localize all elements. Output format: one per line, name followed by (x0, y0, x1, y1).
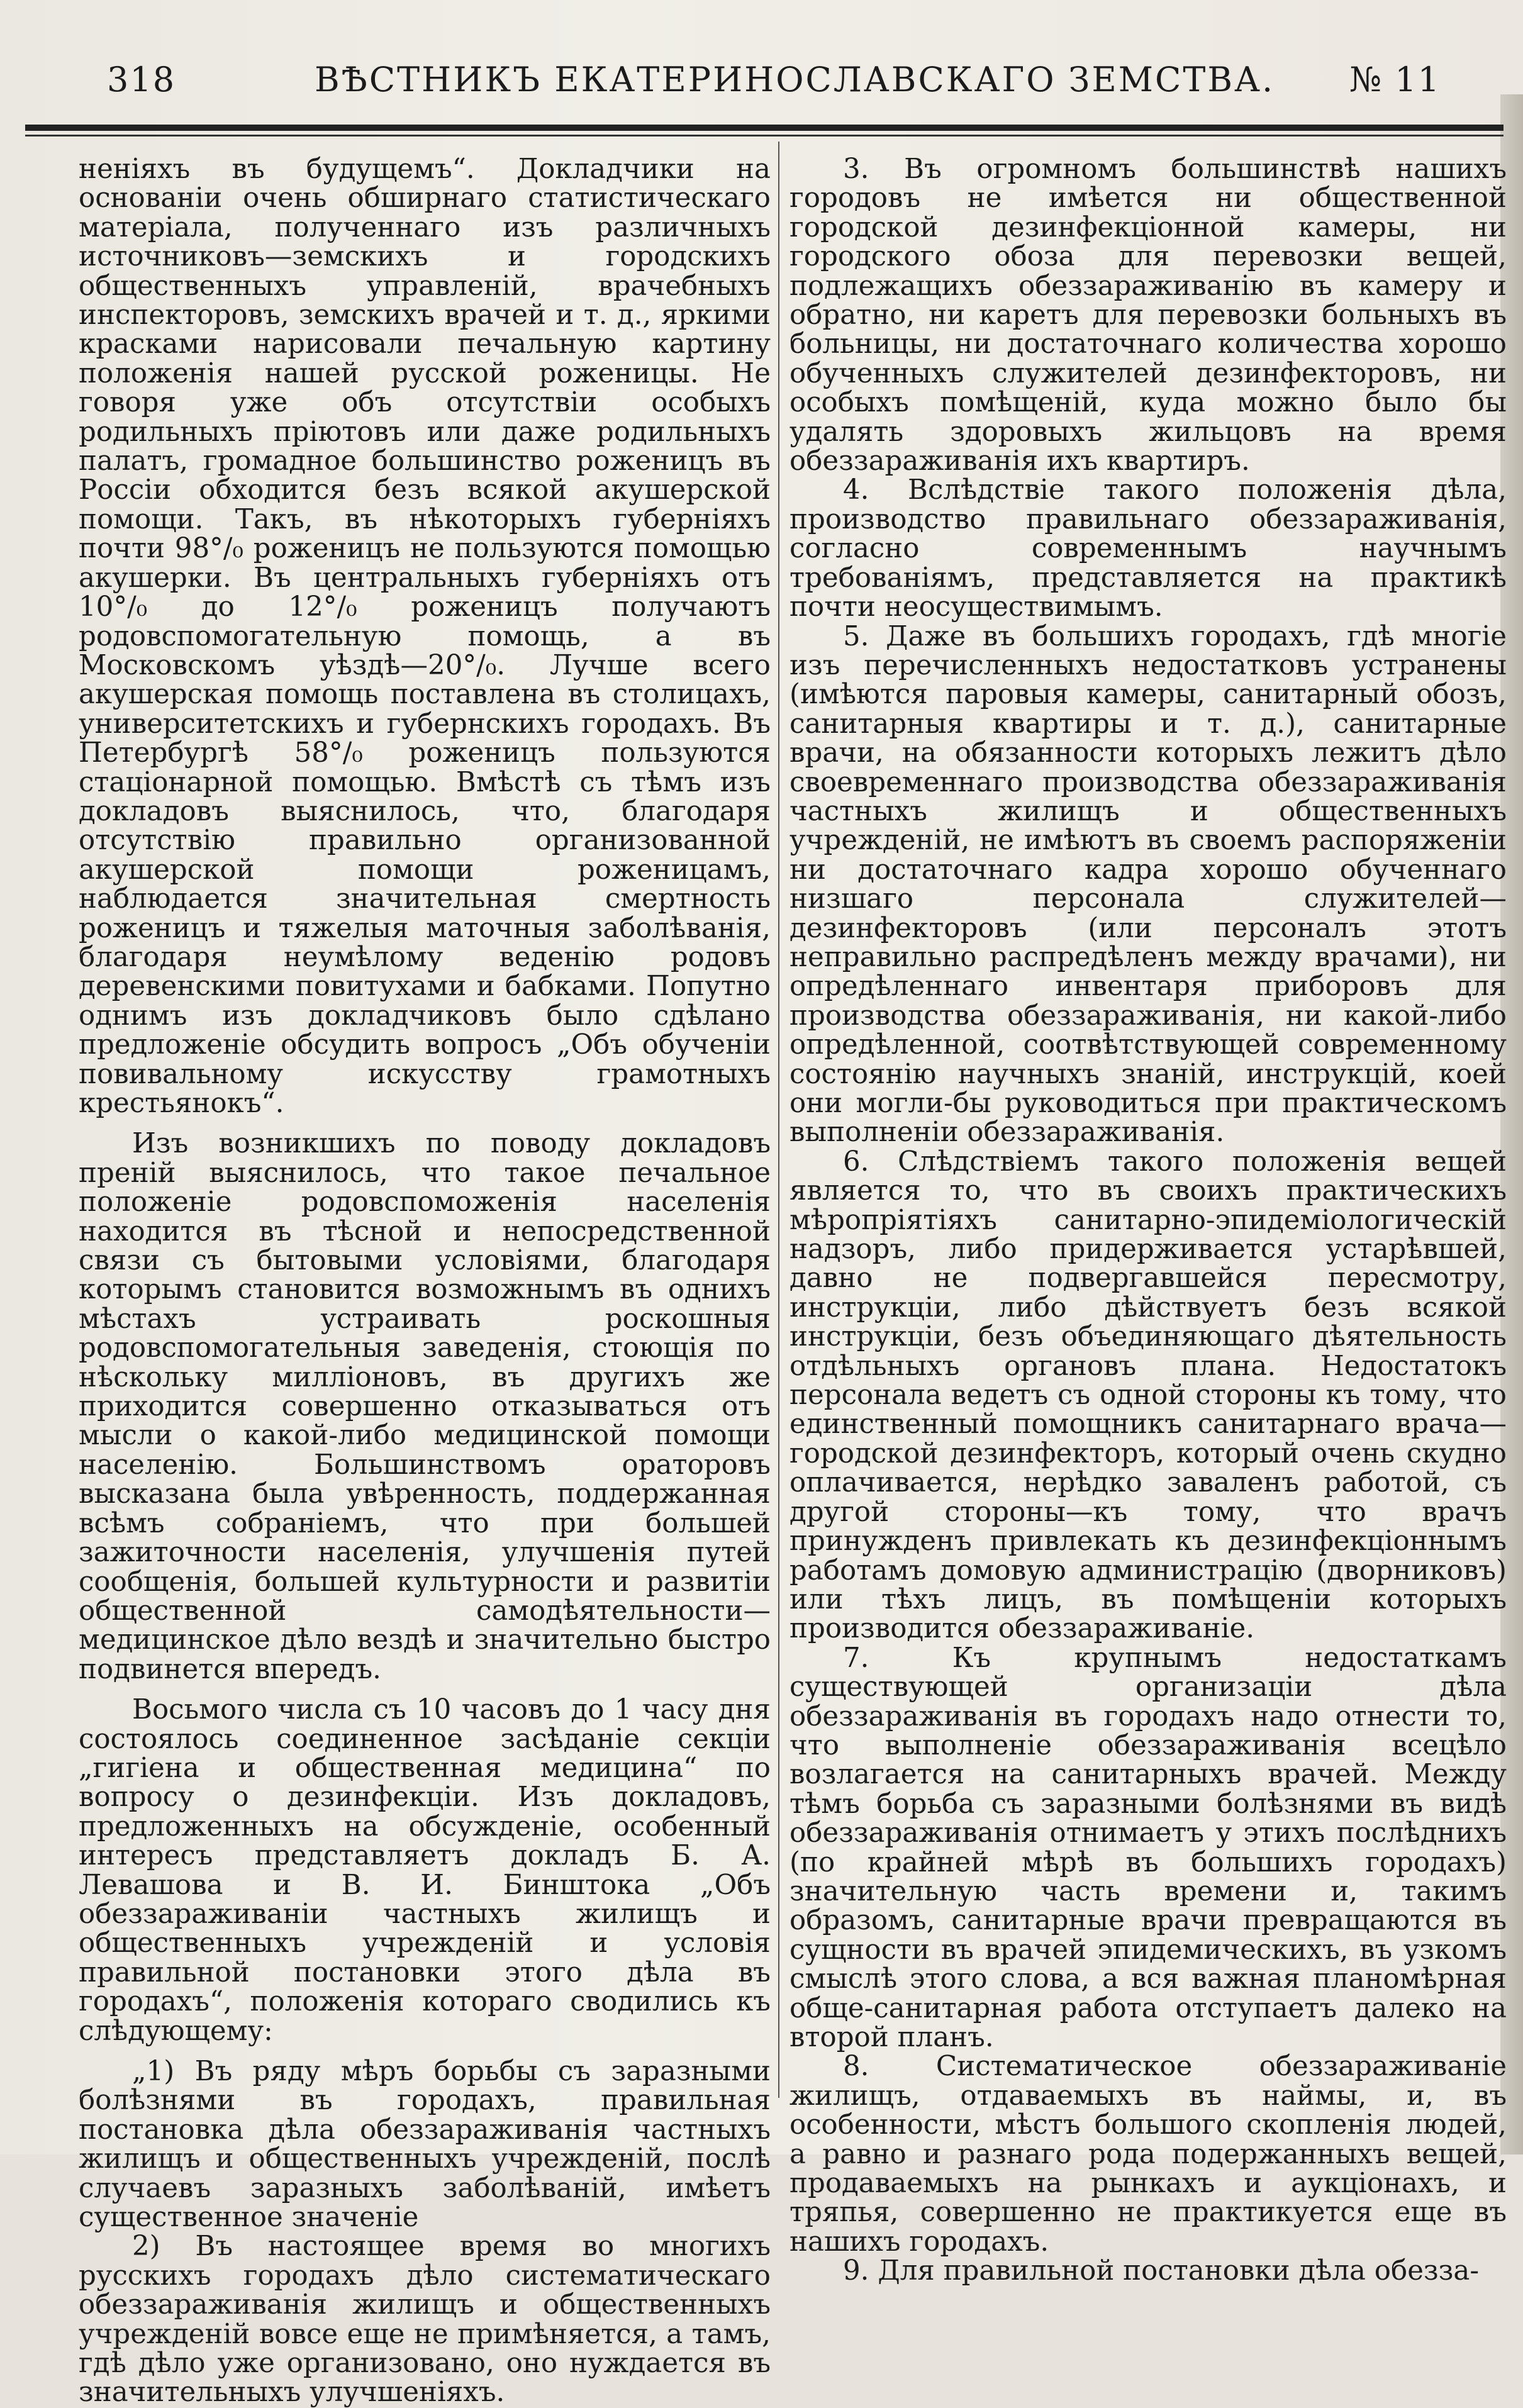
paragraph: Восьмого числа съ 10 часовъ до 1 часу дня состоялось соединенное засѣданіе секціи „гигіена и общественная медицина“ по вопросу о дезинфекціи. Изъ докладовъ, предложенныхъ на обсужденіе, особенный интересъ представляетъ докладъ Б. А. Левашова и В. И. Бинштока „Объ обеззараживаніи частныхъ жилищъ и общественныхъ учрежденій и условія правильной постановки этого дѣла въ городахъ“, положенія котораго сводились къ слѣдующему: (79, 1694, 771, 2047)
paragraph: неніяхъ въ будущемъ“. Докладчики на основаніи очень обширнаго статистическаго матеріала, полученнаго изъ различныхъ источниковъ—земскихъ и городскихъ общественныхъ управленій, врачебныхъ инспекторовъ, земскихъ врачей и т. д., яркими красками нарисовали печальную картину положенія нашей русской роженицы. Не говоря уже объ отсутствіи особыхъ родильныхъ пріютовъ или даже родильныхъ палатъ, громадное большинство роженицъ въ Россіи обходится безъ всякой акушерской помощи. Такъ, въ нѣкоторыхъ губерніяхъ почти 98°/₀ роженицъ не пользуются помощью акушерки. Въ центральныхъ губерніяхъ отъ 10°/₀ до 12°/₀ роженицъ получаютъ родовспомогательную помощь, а въ Московскомъ уѣздѣ—20°/₀. Лучше всего акушерская помощь поставлена въ столицахъ, университетскихъ и губернскихъ городахъ. Въ Петербургѣ 58°/₀ роженицъ пользуются стаціонарной помощью. Вмѣстѣ съ тѣмъ изъ докладовъ выяснилось, что, благодаря отсутствію правильно организованной акушерской помощи роженицамъ, наблюдается значительная смертность роженицъ и тяжелыя маточныя заболѣванія, благодаря неумѣлому веденію родовъ деревенскими повитухами и бабками. Попутно однимъ изъ докладчиковъ было сдѣлано предложеніе обсудить вопросъ „Объ обученіи повивальному искусству грамотныхъ крестьянокъ“. (79, 153, 771, 1119)
paragraph: 9. Для правильной постановки дѣла обезза- (843, 2255, 1480, 2287)
paragraph: 6. Слѣдствіемъ такого положенія вещей является то, что въ своихъ практическихъ мѣропріятіяхъ санитарно-эпидеміологическій надзоръ, либо придерживается устарѣвшей, давно не подвергавшейся пересмотру, инструкціи, либо дѣйствуетъ безъ всякой инструкціи, безъ объединяющаго дѣятельность отдѣльныхъ органовъ плана. Недостатокъ персонала ведетъ съ одной стороны къ тому, что единственный помощникъ санитарнаго врача—городской дезинфекторъ, который очень скудно оплачивается, нерѣдко заваленъ работой, съ другой стороны—къ тому, что врачъ принужденъ привлекать къ дезинфекціоннымъ работамъ домовую администрацію (дворниковъ) или тѣхъ лицъ, въ помѣщеніи которыхъ производится обеззараживаніе. (789, 1145, 1507, 1645)
paragraph: 8. Систематическое обеззараживаніе жилищъ, отдаваемыхъ въ наймы, и, въ особенности, мѣстъ большого скопленія людей, а равно и разнаго рода подержанныхъ вещей, продаваемыхъ на рынкахъ и аукціонахъ, и тряпья, совершенно не практикуется еще въ нашихъ городахъ. (789, 2051, 1507, 2258)
paragraph: 5. Даже въ большихъ городахъ, гдѣ многіе изъ перечисленныхъ недостатковъ устранены (имѣются паровыя камеры, санитарный обозъ, санитарныя квартиры и т. д.), санитарные врачи, на обязанности которыхъ лежитъ дѣло своевременнаго производства обеззараживанія частныхъ жилищъ и общественныхъ учрежденій, не имѣютъ въ своемъ распоряженіи ни достаточнаго кадра хорошо обученнаго низшаго персонала служителей—дезинфекторовъ (или персоналъ этотъ неправильно распредѣленъ между врачами), ни опредѣленнаго инвентаря приборовъ для производства обеззараживанія, ни какой-либо опредѣленной, соотвѣтствующей современному состоянію научныхъ знаній, инструкцій, коей они могли-бы руководиться при практическомъ выполненіи обеззараживанія. (789, 620, 1507, 1149)
paragraph: 2) Въ настоящее время во многихъ русскихъ городахъ дѣло систематическаго обеззараживанія жилищъ и общественныхъ учрежденій вовсе еще не примѣняется, а тамъ, гдѣ дѣло уже организовано, оно нуждается въ значительныхъ улучшеніяхъ. (79, 2231, 771, 2408)
paragraph: Изъ возникшихъ по поводу докладовъ преній выяснилось, что такое печальное положеніе родовспоможенія населенія находится въ тѣсной и непосредственной связи съ бытовыми условіями, благодаря которымъ становится возможнымъ въ однихъ мѣстахъ устраивать роскошныя родовспомогательныя заведенія, стоющія по нѣскольку милліоновъ, въ другихъ же приходится совершенно отказываться отъ мысли о какой-либо медицинской помощи населенію. Большинствомъ ораторовъ высказана была увѣренность, поддержанная всѣмъ собраніемъ, что при большей зажиточности населенія, улучшенія путей сообщенія, большей культурности и развитіи общественной самодѣятельности—медицинское дѣло вездѣ и значительно быстро подвинется впередъ. (79, 1128, 771, 1685)
right-column (789, 155, 1507, 2286)
header-rule-thick (25, 125, 1503, 131)
issue-number: № 11 (1349, 60, 1441, 99)
paragraph: 4. Вслѣдствіе такого положенія дѣла, производство правильнаго обеззараживанія, согласно современнымъ научнымъ требованіямъ, представляется на практикѣ почти неосуществимымъ. (789, 474, 1507, 623)
page-number: 318 (107, 60, 176, 99)
journal-title: ВѢСТНИКЪ ЕКАТЕРИНОСЛАВСКАГО ЗЕМСТВА. (315, 60, 1275, 99)
paragraph: 3. Въ огромномъ большинствѣ нашихъ городовъ не имѣется ни общественной городской дезинфекціонной камеры, ни городского обоза для перевозки вещей, подлежащихъ обеззараживанію въ камеру и обратно, ни каретъ для перевозки больныхъ въ больницы, ни достаточнаго количества хорошо обученныхъ служителей дезинфекторовъ, ни особыхъ помѣщеній, куда можно было бы удалять здоровыхъ жильцовъ на время обеззараживанія ихъ квартиръ. (789, 153, 1507, 477)
column-divider (778, 142, 779, 2098)
paragraph: 7. Къ крупнымъ недостаткамъ существующей организаціи дѣла обеззараживанія въ городахъ надо отнести то, что выполненіе обеззараживанія всецѣло возлагается на санитарныхъ врачей. Между тѣмъ борьба съ заразными болѣзнями въ видѣ обеззараживанія отнимаетъ у этихъ послѣднихъ (по крайней мѣрѣ въ большихъ городахъ) значительную часть времени и, такимъ образомъ, санитарные врачи превращаются въ сущности въ врачей эпидемическихъ, въ узкомъ смыслѣ этого слова, а вся важная планомѣрная обще-санитарная работа отступаетъ далеко на второй планъ. (789, 1642, 1507, 2053)
left-column (79, 155, 771, 2407)
header-rule-thin (25, 135, 1503, 137)
page-header (107, 60, 1441, 116)
paragraph: „1) Въ ряду мѣръ борьбы съ заразными болѣзнями въ городахъ, правильная постановка дѣла обеззараживанія частныхъ жилищъ и общественныхъ учрежденій, послѣ случаевъ заразныхъ заболѣваній, имѣетъ существенное значеніе (79, 2056, 771, 2234)
